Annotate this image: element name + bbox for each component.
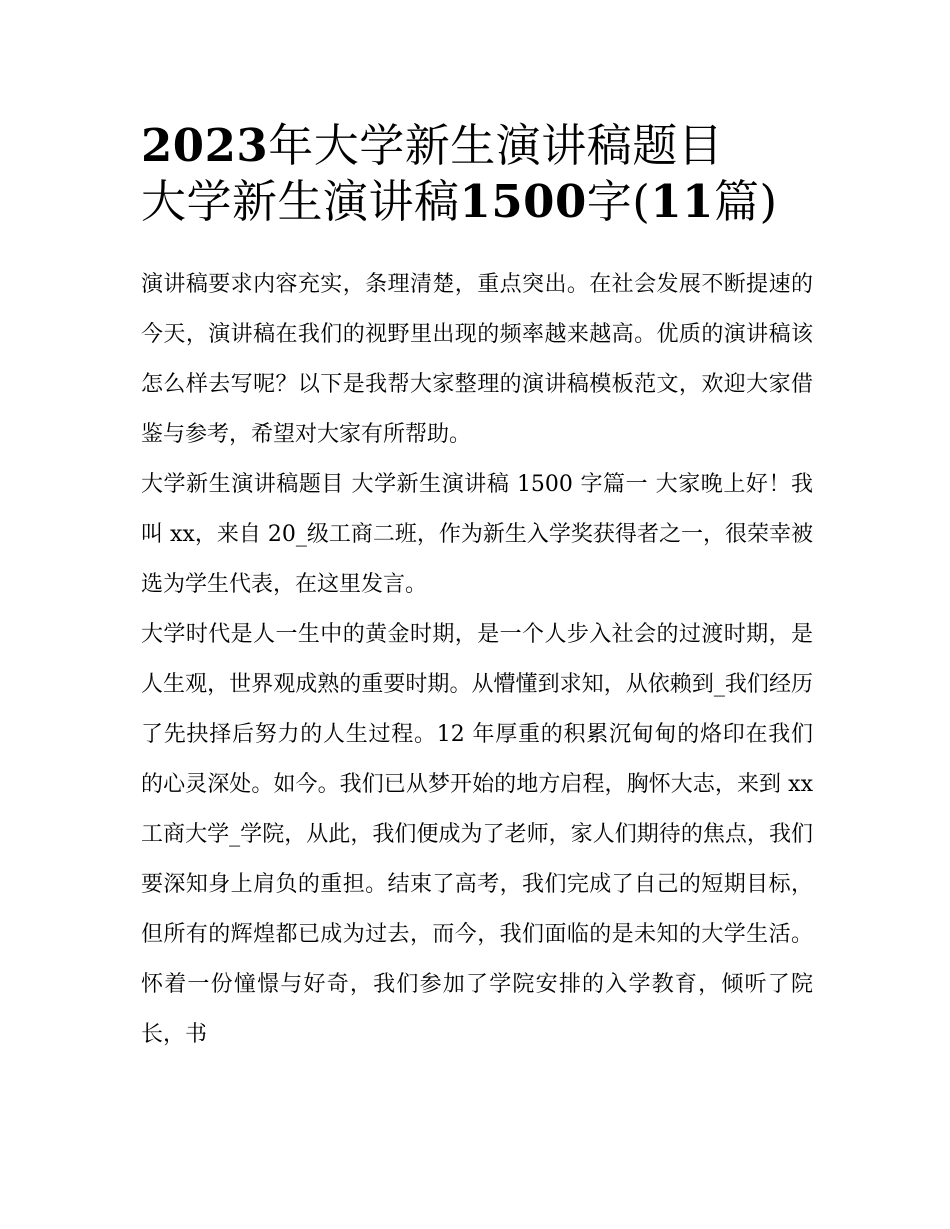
body-paragraph-2: 大学时代是人一生中的黄金时期，是一个人步入社会的过渡时期，是人生观，世界观成熟的重要时期。从懵懂到求知，从依赖到_我们经历了先抉择后努力的人生过程。12 年厚重的积累沉甸甸的烙印在我们的心灵深处。如今。我们已从梦开始的地方启程，胸怀大志，来到 xx 工商大学_学院，从此，我们便成为了老师，家人们期待的焦点，我们要深知身上肩负的重担。结束了高考，我们完成了自己的短期目标，但所有的辉煌都已成为过去，而今，我们面临的是未知的大学生活。怀着一份憧憬与好奇，我们参加了学院安排的入学教育，倾听了院长，书 — [141, 622, 813, 1047]
title-line-2-text-c: 篇) — [713, 175, 778, 228]
title-article-count: 11 — [650, 175, 714, 228]
title-line-2 — [141, 174, 813, 230]
title-line-1-text: 年大学新生演讲稿题目 — [268, 119, 724, 172]
document-page — [141, 118, 813, 1060]
title-line-2-text-a: 大学新生演讲稿 — [141, 175, 460, 228]
intro-paragraph: 演讲稿要求内容充实，条理清楚，重点突出。在社会发展不断提速的今天，演讲稿在我们的视野里出现的频率越来越高。优质的演讲稿该怎么样去写呢？以下是我帮大家整理的演讲稿模板范文，欢迎大家借鉴与参考，希望对大家有所帮助。 — [141, 272, 813, 447]
title-line-1 — [141, 118, 813, 174]
title-line-2-text-b: 字( — [586, 175, 651, 228]
body-paragraph-1: 大学新生演讲稿题目 大学新生演讲稿 1500 字篇一 大家晚上好！我叫 xx，来自 20_级工商二班，作为新生入学奖获得者之一，很荣幸被选为学生代表，在这里发言。 — [141, 472, 813, 597]
document-title — [141, 118, 813, 260]
title-word-count: 1500 — [459, 175, 587, 228]
title-year: 2023 — [141, 119, 269, 172]
